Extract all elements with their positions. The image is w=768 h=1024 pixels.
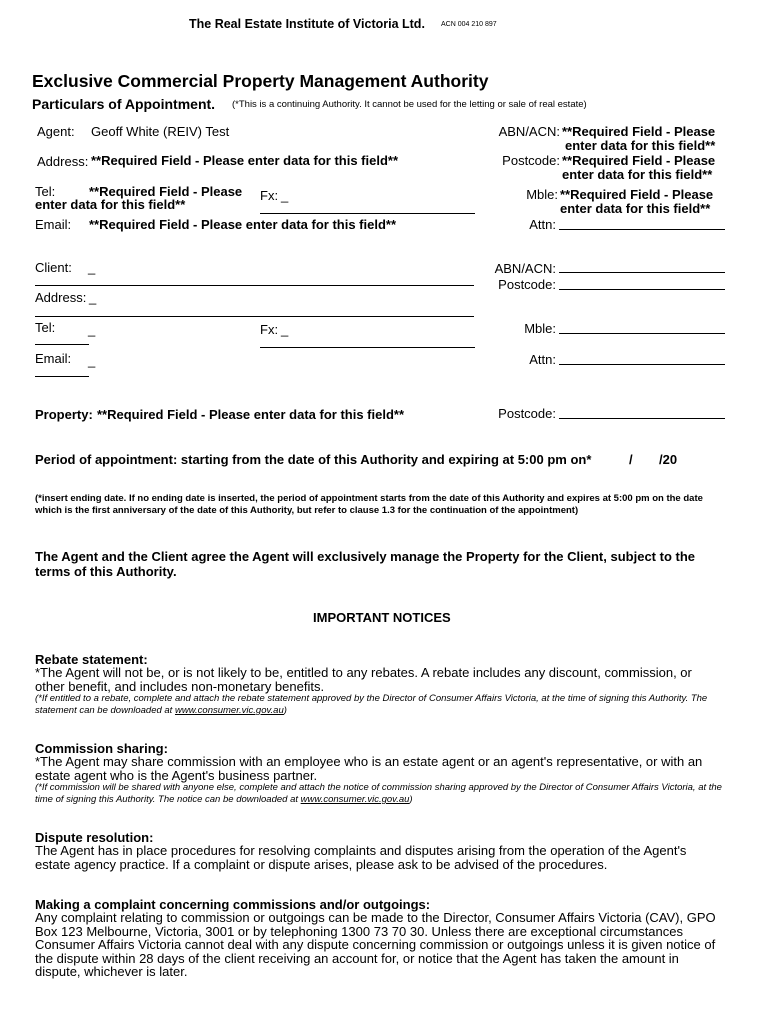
agent-tel-field-l2[interactable]: enter data for this field** <box>35 197 186 212</box>
commission-text: *The Agent may share commission with an employee who is an estate agent or an agent's representative, or with an estate agent who is the Agent's business partner. <box>35 754 703 783</box>
agent-address-field[interactable]: **Required Field - Please enter data for this field** <box>91 153 399 168</box>
client-email-underline <box>35 376 89 377</box>
agent-email-field[interactable]: **Required Field - Please enter data for this field** <box>89 217 397 232</box>
agent-attn-label: Attn: <box>529 217 556 232</box>
agent-email-label: Email: <box>35 217 72 232</box>
agent-postcode-label: Postcode: <box>502 153 560 168</box>
agent-tel-label: Tel: <box>35 184 56 199</box>
agent-abn-field-l1[interactable]: **Required Field - Please <box>562 124 716 139</box>
rebate-link[interactable]: www.consumer.vic.gov.au <box>174 705 284 716</box>
form-title: Exclusive Commercial Property Management Authority <box>32 71 489 91</box>
client-address-field[interactable]: _ <box>89 290 97 305</box>
property-postcode-label: Postcode: <box>498 406 556 421</box>
complaint-text: Any complaint relating to commission or outgoings can be made to the Director, Consumer Affairs Victoria (CAV), GPO Box 123 Melbourne, Victoria, 3001 or by telephoning 1300 73 70 30. Unless there are exceptional circumstances Consumer Affairs Victoria cannot deal with any dispute concerning commission or outgoings unless it is given notice of the dispute within 28 days of the client receiving an account for, or notice that the Agent has taken the amount in dispute, whichever is later. <box>35 910 716 979</box>
commission-link[interactable]: www.consumer.vic.gov.au <box>300 794 410 805</box>
complaint-heading: Making a complaint concerning commissions and/or outgoings: <box>35 897 431 912</box>
agent-abn-label: ABN/ACN: <box>498 124 560 139</box>
agent-attn-field[interactable] <box>559 229 725 230</box>
rebate-text: *The Agent will not be, or is not likely to be, entitled to any rebates. A rebate includes any discount, commission, or other benefit, and includes non-monetary benefits. <box>35 665 692 694</box>
agent-label: Agent: <box>37 124 75 139</box>
notices-heading: IMPORTANT NOTICES <box>313 610 451 625</box>
client-attn-field[interactable] <box>559 364 725 365</box>
commission-heading: Commission sharing: <box>35 741 168 756</box>
institute-name: The Real Estate Institute of Victoria Ltd. <box>189 17 425 31</box>
client-fx-underline <box>260 347 475 348</box>
agent-address-label: Address: <box>37 154 89 169</box>
client-email-label: Email: <box>35 351 72 366</box>
period-date-year[interactable]: /20 <box>659 452 678 467</box>
client-postcode-label: Postcode: <box>498 277 556 292</box>
client-label: Client: <box>35 260 72 275</box>
period-note: (*insert ending date. If no ending date is inserted, the period of appointment starts from the date of this Authority and expires at 5:00 pm on the date which is the first anniversary of the date of this Authority, but refer to clause 1.3 for the continuation of the appointment) <box>35 493 703 516</box>
client-tel-label: Tel: <box>35 320 56 335</box>
client-value[interactable]: _ <box>88 260 96 275</box>
agent-tel-field-l1[interactable]: **Required Field - Please <box>89 184 243 199</box>
client-abn-field[interactable] <box>559 272 725 273</box>
commission-note-close: ) <box>409 794 413 805</box>
client-fx-field[interactable]: _ <box>281 322 289 337</box>
client-email-field[interactable]: _ <box>88 353 96 368</box>
client-underline <box>35 285 474 286</box>
agent-fx-field[interactable]: _ <box>281 188 289 203</box>
agent-mble-label: Mble: <box>526 187 558 202</box>
rebate-note: (*If entitled to a rebate, complete and attach the rebate statement approved by the Director of Consumer Affairs Victoria, at the time of signing this Authority. The statement can be downloaded at <box>35 693 708 716</box>
agent-postcode-field-l1[interactable]: **Required Field - Please <box>562 153 716 168</box>
client-mble-label: Mble: <box>524 321 556 336</box>
agent-value[interactable]: Geoff White (REIV) Test <box>91 124 230 139</box>
commission-note-block <box>35 782 725 806</box>
rebate-note-block <box>35 693 725 717</box>
agreement-text: The Agent and the Client agree the Agent will exclusively manage the Property for the Client, subject to the terms of this Authority. <box>35 549 695 579</box>
agent-postcode-field-l2[interactable]: enter data for this field** <box>562 167 713 182</box>
agent-abn-field-l2[interactable]: enter data for this field** <box>565 138 716 153</box>
rebate-heading: Rebate statement: <box>35 652 148 667</box>
client-tel-field[interactable]: _ <box>88 322 96 337</box>
client-address-underline <box>35 316 474 317</box>
agent-mble-field-l1[interactable]: **Required Field - Please <box>560 187 714 202</box>
client-attn-label: Attn: <box>529 352 556 367</box>
client-postcode-field[interactable] <box>559 289 725 290</box>
client-address-label: Address: <box>35 290 87 305</box>
agent-fx-underline <box>260 213 475 214</box>
client-fx-label: Fx: <box>260 322 279 337</box>
property-field[interactable]: **Required Field - Please enter data for this field** <box>97 407 405 422</box>
agent-mble-field-l2[interactable]: enter data for this field** <box>560 201 711 216</box>
agent-fx-label: Fx: <box>260 188 279 203</box>
client-tel-underline <box>35 344 89 345</box>
rebate-note-close: ) <box>283 705 287 716</box>
acn-number: ACN 004 210 897 <box>441 21 497 28</box>
period-date-slash[interactable]: / <box>629 452 633 467</box>
dispute-text: The Agent has in place procedures for resolving complaints and disputes arising from the operation of the Agent's estate agency practice. If a complaint or dispute arises, please ask to be advised of the procedures. <box>35 843 687 872</box>
client-abn-label: ABN/ACN: <box>494 261 556 276</box>
client-mble-field[interactable] <box>559 333 725 334</box>
commission-note: (*If commission will be shared with anyone else, complete and attach the notice of commission sharing approved by the Director of Consumer Affairs Victoria, at the time of signing this Authority. The notice can be downloaded at <box>35 782 722 805</box>
particulars-note: (*This is a continuing Authority. It cannot be used for the letting or sale of real estate) <box>232 99 587 110</box>
particulars-heading: Particulars of Appointment. <box>32 96 216 112</box>
property-postcode-field[interactable] <box>559 418 725 419</box>
property-label: Property: <box>35 407 93 422</box>
dispute-heading: Dispute resolution: <box>35 830 154 845</box>
period-text: Period of appointment: starting from the date of this Authority and expiring at 5:00 pm on* <box>35 452 592 467</box>
